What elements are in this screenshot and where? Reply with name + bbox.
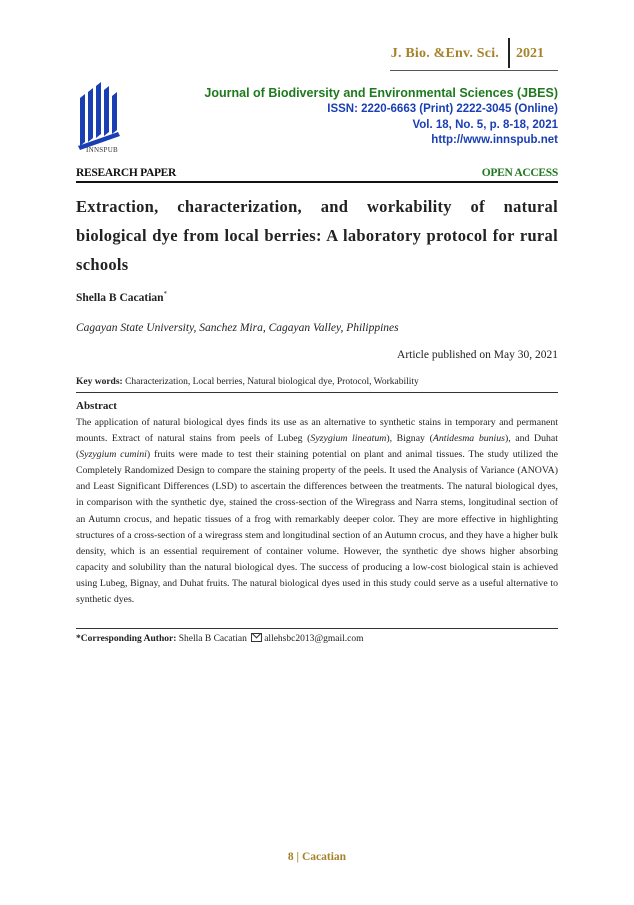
abstract-text: The application of natural biological dyes finds its use as an alternative to synthetic stains in temporary and permanent mounts. Extract of natural stains from peels of Lubeg ( xyxy=(76,417,558,445)
corresponding-name: Shella B Cacatian xyxy=(178,634,247,644)
running-header-rule xyxy=(390,70,558,71)
running-header-divider xyxy=(508,38,510,68)
mail-icon xyxy=(251,633,262,642)
author-name: Shella B Cacatian xyxy=(76,291,164,304)
abstract-text: ) fruits were made to test their staining potential on plant and animal tissues. The study utilized the Completely Randomized Design to compare the staining property of the peels. It used the Analysis of Variance (ANOVA) and Least Significant Differences (LSD) to ascertain the differences between the treatments. The natural biological dyes, in comparison with the synthetic dye, stained the cross-section of the Wiregrass and Narra stems, longitudinal section of an Autumn crocus, and hepatic tissues of a frog with remarkably deeper color. They are more effective in highlighting structures of a cross-section of a wiregrass stem and longitudinal section of an Autumn crocus, and they have a higher bulk density, which is an essential requirement of container volume. However, the synthetic dye shows higher absorbing capacity and solubility than the natural biological dyes. The success of producing a low-cost biological stain is achieved using Lubeg, Bignay, and Duhat fruits. The natural biological dyes used in this study could serve as a useful alternative to synthetic dyes. xyxy=(76,449,558,606)
journal-name: Journal of Biodiversity and Environmental Sciences (JBES) xyxy=(204,86,558,100)
keywords-text: Characterization, Local berries, Natural biological dye, Protocol, Workability xyxy=(125,377,419,387)
footer-separator: | xyxy=(296,851,300,863)
abstract-heading: Abstract xyxy=(76,400,117,412)
abstract-text: ), Bignay ( xyxy=(386,433,433,445)
footer-author: Cacatian xyxy=(301,851,347,863)
abstract-text: ), and Duhat ( xyxy=(76,433,558,461)
page-number: 8 xyxy=(287,851,294,863)
published-date: Article published on May 30, 2021 xyxy=(397,349,558,361)
header-rule xyxy=(76,181,558,183)
keywords-rule xyxy=(76,392,558,393)
running-header-year: 2021 xyxy=(516,46,544,61)
journal-issn: ISSN: 2220-6663 (Print) 2222-3045 (Online) xyxy=(327,103,558,115)
keywords-label: Key words: xyxy=(76,377,123,387)
corresponding-email-link[interactable]: allehsbc2013@gmail.com xyxy=(264,634,364,644)
author-line xyxy=(76,290,167,304)
paper-type-label: RESEARCH PAPER xyxy=(76,167,177,179)
running-header-journal: J. Bio. &Env. Sci. xyxy=(390,46,499,61)
paper-title: Extraction, characterization, and workability of natural biological dye from local berries: A laboratory protocol for rural schools xyxy=(76,197,558,274)
logo-text: INNSPUB xyxy=(85,146,119,154)
keywords-line xyxy=(76,377,419,387)
journal-volume: Vol. 18, No. 5, p. 8-18, 2021 xyxy=(412,119,558,131)
author-mark: * xyxy=(163,290,168,298)
author-affiliation: Cagayan State University, Sanchez Mira, Cagayan Valley, Philippines xyxy=(76,322,399,334)
corresponding-author xyxy=(76,633,363,644)
species-name: Syzygium lineatum xyxy=(310,433,387,445)
journal-url-link[interactable]: http://www.innspub.net xyxy=(431,134,558,146)
abstract-body xyxy=(76,415,558,608)
corresponding-label: *Corresponding Author: xyxy=(76,634,177,644)
abstract-rule xyxy=(76,628,558,629)
species-name: Antidesma bunius xyxy=(432,433,505,445)
species-name: Syzygium cumini xyxy=(79,449,147,461)
open-access-label: OPEN ACCESS xyxy=(481,167,558,179)
page-footer xyxy=(0,851,634,863)
